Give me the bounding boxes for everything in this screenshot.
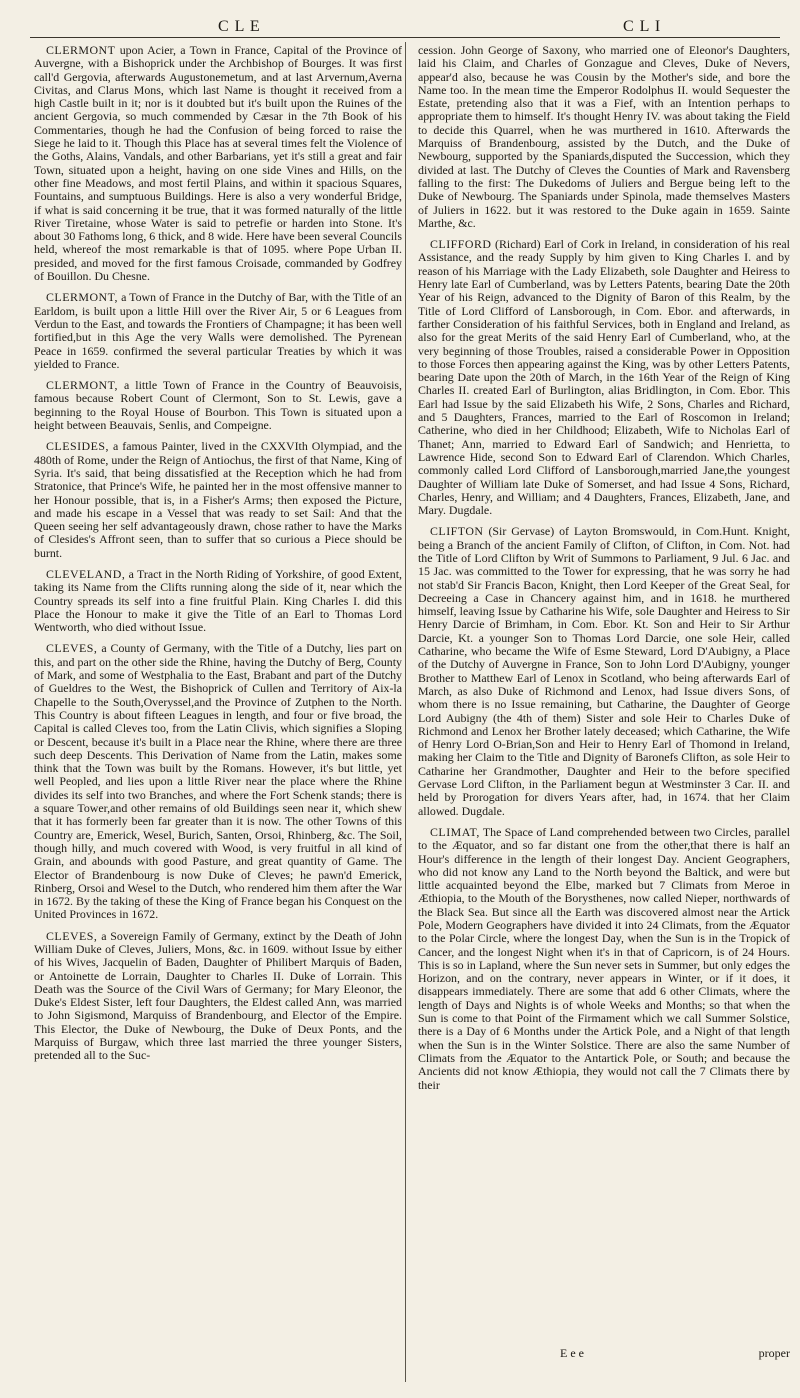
entry-text: a Sovereign Family of Germany, extinct by the Death of John William Duke of Cleves, Juliers, Mons, &c. in 1609. without Issue by either of his Wives, Jacquelin of Baden, Daughter of Philibert Marquis of Baden, or Antoinette de Lorrain, Daughter to Charles II. Duke of Lorrain. This Death was the Source of the Civil Wars of Germany; for Mary Eleonor, the Duke's Eldest Sister, left four Daughters, the Eldest called Ann, was married to John Sigismond, Marquiss of Brandenbourg, and Elector of the Empire. This Elector, the Duke of Newbourg, the Duke of Deux Ponts, and the Marquiss of Burgaw, which three last married the three younger Sisters, pretended all to the Suc- [34,928,402,1063]
entry-clifton [418,525,790,818]
entry-cleveland [34,568,402,634]
entry-climat [418,826,790,1092]
column-divider [405,42,406,1382]
entry-cleves-county [34,642,402,921]
entry-text: a County of Germany, with the Title of a Dutchy, lies part on this, and part on the other side the Rhine, having the Dutchy of Berg, County of Mark, and some of Westphalia to the East, Brabant and part of the Dutchy of Gueldres to the West, the Bishoprick of Cullen and Territory of Aix-la Chapelle to the South,Overyssel,and the Province of Zutphen to the North. This Country is about fifteen Leagues in length, and four or five broad, the Capital is called Cleves too, from the Latin Clivis, which signifies a Sloping or Descent, because it's built in a Place near the Rhine, where there are three such deep Descents. This Derivation of Name from the Latin, makes some think that the Town was built by the Romans. However, it's but little, yet well Peopled, and lies upon a little River near the place where the Rhine divides its self into two Branches, and where the Fort Schenk stands; there is a square Tower,and other remains of old Buildings seen near it, which shew that it has formerly been far greater than it is now. The other Towns of this Country are, Emerick, Wesel, Burich, Santen, Orsoi, Rhinberg, &c. The Soil, though hilly, and much covered with Wood, is very fruitful in all kind of Grain, and abounds with good Pasture, and great quantity of Game. The Elector of Brandenbourg is now Duke of Cleves; he pawn'd Emerick, Rinberg, Orsoi and Wesel to the Dutch, who rendered him them after the War in 1672. By the taking of these the King of France began his Conquest on the United Provinces in 1672. [34,641,402,922]
entry-headword: CLEVELAND, [46,566,126,581]
entry-text: a little Town of France in the Country of Beauvoisis, famous because Robert Count of Clermont, Son to St. Lewis, gave a beginning to the Royal House of Bourbon. This Town is situated upon a height between Beauvais, Senlis, and Compeigne. [34,378,402,433]
entry-headword: CLEVES, [46,641,98,656]
entry-clermont-auvergne [34,44,402,283]
entry-headword: CLERMONT, [46,378,118,393]
running-head-right: C L I [623,18,662,35]
catchword: proper [758,1346,790,1360]
entry-headword: CLERMONT [46,43,116,57]
right-column [418,44,790,1100]
entry-headword: CLERMONT, [46,290,118,305]
page-footer [560,1346,790,1362]
entry-clifford [418,238,790,517]
entry-cleves-family [34,930,402,1063]
entry-text: upon Acier, a Town in France, Capital of the Province of Auvergne, with a Bishoprick under the Archbishop of Bourges. It was first call'd Gergovia, afterwards Augustonemetum, and at last Arvernum,Averna Civitas, and Clarus Mons, which last Name is thought it received from a high Castle built in it; nor is it doubted but it's built upon the Ruines of the ancient Gergovia, so much commended by Cæsar in the 7th Book of his Commentaries, though he had the Confusion of being forced to raise the Siege he laid to it. Though this Place has at several times felt the Violence of the Goths, Alains, Vandals, and other Barbarians, yet it's still a great and fair Town, situated upon a height, having on one side Vines and Hills, on the other fine Meadows, and most fertil Plains, and within it spacious Squares, Fountains, and sumptuous Buildings. Here is also a very wonderful Bridge, if what is said concerning it be true, that it was formed naturally of the little River Tiretaine, whose Water is said to petrefie or harden into Stone. It's about 30 Fathoms long, 6 thick, and 8 wide. Here have been several Councils held, whereof the most remarkable is that of 1095. where Pope Urban II. presided, and moved for the first famous Croisade, commanded by Godfrey of Bouillon. Du Chesne. [34,43,402,284]
signature-mark: E e e [560,1346,584,1360]
entry-headword: CLIFTON [430,524,484,539]
entry-clesides [34,440,402,560]
entry-text: a Town of France in the Dutchy of Bar, with the Title of an Earldom, is built upon a little Hill over the River Air, 5 or 6 Leagues from Verdun to the East, and towards the Frontiers of Champagne; it has been well fortified,but in this Age the very Walls were demolished. The Pyrenean Peace in 1659. confirmed the several particular Treaties by which it was yielded to France. [34,290,402,371]
header-rule [30,37,780,38]
entry-text: (Richard) Earl of Cork in Ireland, in consideration of his real Assistance, and the ready Supply by him given to King Charles I. and by reason of his Marriage with the Lady Elizabeth, sole Daughter and Heiress to Henry late Earl of Cumberland, was by Letters Patents, bearing Date the 20th Year of his Reign, advanced to the Dignity of Baron of this Realm, by the Title of Lord Clifford of Lansborough, in Com. Ebor. and afterwards, in farther Consideration of his faithful Services, both in England and Ireland, as also for the great Merits of the said Henry Earl of Cumberland, who, at the very beginning of those Troubles, raised a considerable Power in Opposition to those Forces then appearing against the King, was by other Letters Patents, bearing Date upon the 20th of March, in the 16th Year of the Reign of King Charles II. created Earl of Burlington, alias Bridlington, in Com. Ebor. This Earl had Issue by the said Elizabeth his Wife, 2 Sons, Charles and Richard, and 5 Daughters, Frances, married to the Earl of Roscomon in Ireland; Catherine, who died in her Childhood; Elizabeth, Wife to Nicholas Earl of Thanet; Ann, married to Edward Earl of Sandwich; and Henrietta, to Lawrence Hide, second Son to Edward Earl of Clarendon. Which Charles, commonly called Lord Clifford of Lansborough,married Jane,the youngest Daughter of William late Duke of Somerset, and had Issue 4 Sons, Richard, Charles, Henry, and William; and 4 Daughters, Frances, Elizabeth, Jane, and Mary. Dugdale. [418,237,790,518]
entry-headword: CLESIDES, [46,439,109,454]
entry-clermont-beauvoisis [34,379,402,432]
entry-clermont-bar [34,291,402,371]
running-head [0,10,800,36]
entry-text: (Sir Gervase) of Layton Bromswould, in Com.Hunt. Knight, being a Branch of the ancient Family of Clifton, of Clifton, in Com. Not. had the Title of Lord Clifton by Writ of Summons to Parliament, 9 Jul. 6 Jac. and 15 Jac. was committed to the Tower for expressing, that he was sorry he had not stab'd Sir Francis Bacon, Knight, then Lord Keeper of the Great Seal, for Decreeing a Case in Chancery against him, and in 1618. he murthered himself, leaving Issue by Catharine his Wife, sole Daughter and Heiress to Sir Henry Darcie of Brimham, in Com. Ebor. Kt. Son and Heir to Sir Arthur Darcie, Kt. a younger Son to Thomas Lord Darcie, one sole Heir, called Catharine, who became the Wife of Esme Steward, Lord D'Aubigny, a Place of the Dutchy of Auvergne in France, Son to John Lord D'Aubigny, younger Brother to Matthew Earl of Lenox in Scotland, who being afterwards Earl of March, as also Duke of Richmond and Lenox, had Issue divers Sons, of whom there is no Issue remaining, but Catharine, the Daughter of George Lord Aubigny (the 4th of them) Sister and sole Heir to Charles Duke of Richmond and Lenox her Brother lately deceased; which Catharine, the Wife of Henry Lord O-Brian,Son and Heir to Henry Earl of Thomond in Ireland, making her Claim to the Title and Dignity of Baronefs Clifton, as sole Heir to Catharine her Grandmother, Daughter and Heir to the before specified Gervase Lord Clifton, in the Parliament begun at Westminster 3 Car. II. and held by Prorogation for divers Years after, had, in 1674. that her Claim allowed. Dugdale. [418,524,790,818]
running-head-left: C L E [218,18,261,35]
entry-text: a famous Painter, lived in the CXXVIth Olympiad, and the 480th of Rome, under the Reign of Antiochus, the first of that Name, King of Syria. It's said, that being dissatisfied at the Reception which he had from Stratonice, that Prince's Wife, he painted her in the most offensive manner to her Honour possible, that is, in a Fisher's Arms; then exposed the Picture, and made his escape in a Vessel that was ready to set Sail: And that the Queen seeing her self advantageously drawn, chose rather to have the Marks of Clesides's Affront seen, than to suffer that so curious a Piece should be burnt. [34,439,402,560]
entry-headword: CLIFFORD [430,237,492,252]
entry-text: The Space of Land comprehended between two Circles, parallel to the Æquator, and so far distant one from the other,that there is half an Hour's difference in the length of their longest Day. Ancient Geographers, who did not know any Land to the North beyond the Baltick, and were but little acquainted beyond the Elbe, marked but 7 Climats from Meroe in Æthiopia, to the Mouth of the Borysthenes, now called Nieper, northwards of the Black Sea. But since all the Earth was discovered almost near the Artick Pole, Modern Geographers have divided it into 24 Climats, from the Æquator to the Polar Circle, where the longest Day, when the Sun is in the Tropick of Cancer, and the longest Night when it's in that of Capricorn, is of 24 Hours. This is so in Lapland, where the Sun never sets in Summer, but only edges the Horizon, and on the contrary, never appears in Winter, or if it does, it disappears immediately. There are some that add 6 other Climats, where the length of Days and Nights is of whole Weeks and Months; so that when the Sun is come to that Point of the Firmament which we call Summer Solstice, there is a Day of 6 Months under the Artick Pole, and a Night of that length when the Sun is in the Winter Solstice. There are also the same Number of Climats from the Æquator to the Antartick Pole, or South; and because the Ancients did not know Æthiopia, they would not call the 7 Climats there by their [418,824,790,1092]
entry-headword: CLEVES, [46,928,98,943]
entry-cleves-continued [418,44,790,230]
entry-text: cession. John George of Saxony, who married one of Eleonor's Daughters, laid his Claim, and Charles of Gonzague and Cleves, Duke of Nevers, appear'd also, because he was Cousin by the Mother's side, and bore the Name too. In the mean time the Emperor Rodolphus II. would Sequester the Estate, pretending also that it was a Fief, with an Intention perhaps to appropriate them to himself. It's thought Henry IV. was about taking the Field to decide this Quarrel, when he was murthered in 1610. Afterwards the Marquiss of Brandenbourg, assisted by the Dutch, and the Duke of Newbourg, supported by the Spaniards,disputed the Succession, which they divided at last. The Dutchy of Cleves the Counties of Mark and Ravensberg falling to the first: The Dukedoms of Juliers and Bergue being left to the Duke of Newbourg. The Spaniards under Spinola, made themselves Masters of Juliers in 1622. but it was restored to the Duke again in 1659. Sainte Marthe, &c. [418,43,790,230]
left-column [34,44,402,1071]
entry-text: a Tract in the North Riding of Yorkshire, of good Extent, taking its Name from the Clifts running along the side of it, near which the Country spreads its self into a fine fruitful Plain. King Charles I. did this Place the Honour to make it give the Title of an Earl to Thomas Lord Wentworth, who died without Issue. [34,566,402,635]
entry-headword: CLIMAT, [430,824,480,839]
